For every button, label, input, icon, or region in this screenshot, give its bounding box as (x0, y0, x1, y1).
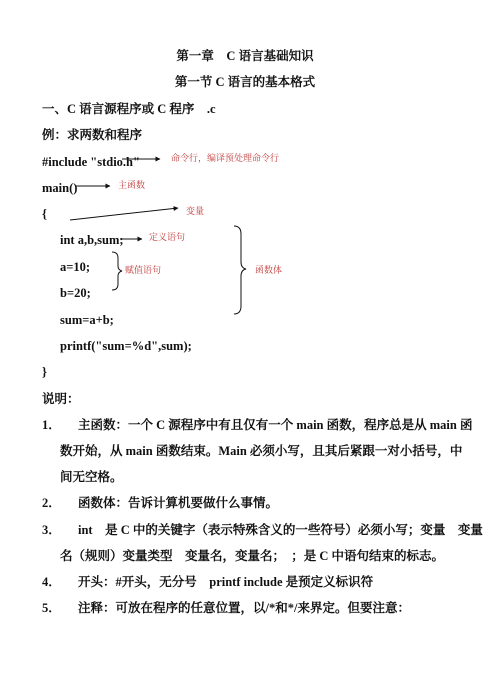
code-line-close-brace: } (42, 365, 47, 379)
code-line-open-brace: { (42, 207, 47, 221)
annotation-preprocessor: 命令行，编译预处理命令行 (171, 153, 280, 163)
brace-function-body (234, 226, 246, 314)
annotation-function-body: 函数体 (255, 265, 283, 275)
note-3-line-2: 名（规则）变量类型 变量名，变量名； ；是 C 中语句结束的标志。 (60, 549, 445, 563)
annotation-assignment-statement: 赋值语句 (125, 265, 162, 275)
chapter-title: 第一章 C 语言基础知识 (176, 49, 314, 63)
explanation-label: 说明： (42, 392, 80, 406)
note-3-number: 3． (42, 523, 61, 537)
annotation-main-function: 主函数 (118, 180, 146, 190)
note-5-number: 5． (42, 601, 61, 615)
annotation-variable: 变量 (186, 206, 205, 216)
brace-assignment (112, 252, 122, 290)
note-2-number: 2． (42, 496, 61, 510)
note-4-line-1: 开头：#开头，无分号 printf include 是预定义标识符 (78, 575, 374, 589)
note-3-line-1: int 是 C 中的关键字（表示特殊含义的一些符号）必须小写；变量 变量 (78, 523, 483, 537)
code-line-main: main() (42, 181, 78, 195)
note-1-line-2: 数开始，从 main 函数结束。Main 必须小写，且其后紧跟一对小括号，中 (60, 444, 463, 458)
note-1-line-1: 主函数：一个 C 源程序中有且仅有一个 main 函数，程序总是从 main 函 (78, 418, 473, 432)
note-5-line-1: 注释：可放在程序的任意位置，以/*和*/来界定。但要注意： (78, 601, 410, 615)
code-line-declaration: int a,b,sum; (60, 233, 124, 247)
note-4-number: 4． (42, 575, 61, 589)
note-1-line-3: 间无空格。 (60, 470, 123, 484)
code-line-sum: sum=a+b; (60, 313, 114, 327)
note-1-number: 1． (42, 418, 61, 432)
code-line-printf: printf("sum=%d",sum); (60, 339, 192, 353)
code-line-assign-b: b=20; (60, 286, 91, 300)
note-2-line-1: 函数体：告诉计算机要做什么事情。 (78, 496, 279, 510)
code-line-assign-a: a=10; (60, 260, 91, 274)
example-label: 例：求两数和程序 (42, 128, 143, 142)
code-line-include: #include "stdio.h" (42, 155, 140, 169)
annotation-definition-statement: 定义语句 (149, 232, 186, 242)
heading: 一、C 语言源程序或 C 程序 .c (42, 102, 216, 116)
arrow-to-variable (70, 208, 178, 220)
section-title: 第一节 C 语言的基本格式 (174, 75, 316, 89)
